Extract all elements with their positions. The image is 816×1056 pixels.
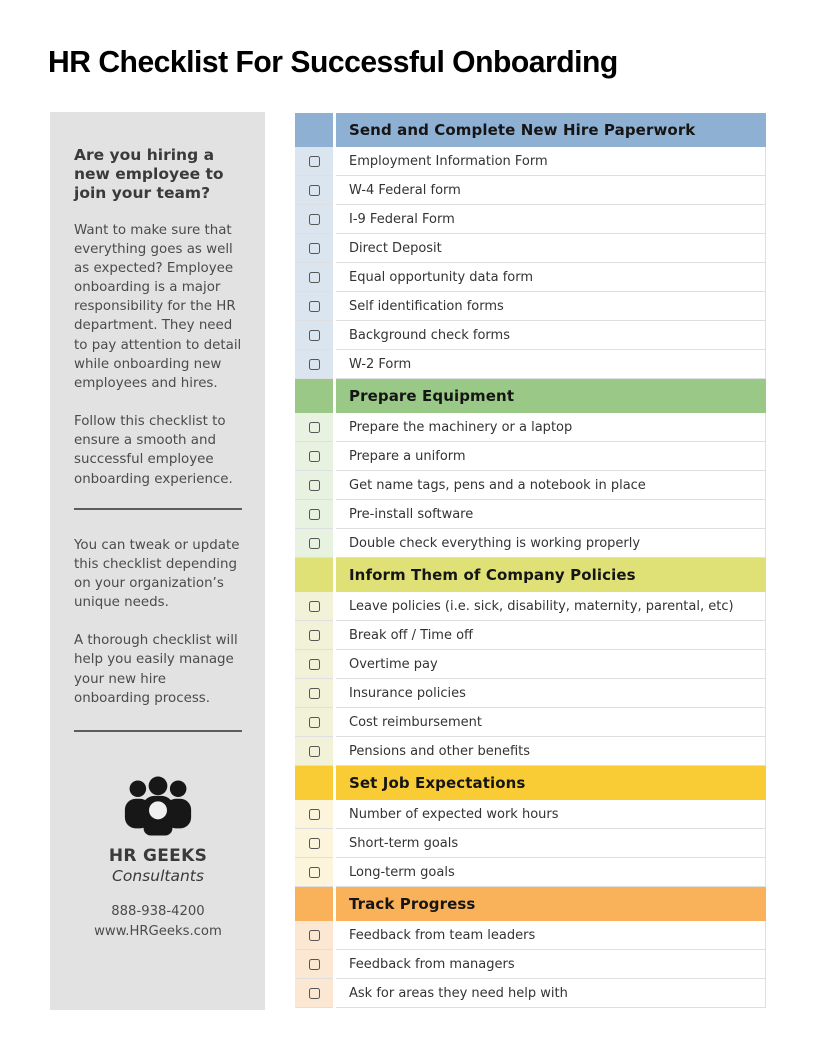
section-header-stub xyxy=(295,558,333,592)
item-label: Double check everything is working properly xyxy=(336,529,766,558)
item-row xyxy=(295,350,766,379)
item-checkbox[interactable] xyxy=(309,156,320,167)
item-label: Prepare a uniform xyxy=(336,442,766,471)
section-header xyxy=(295,379,766,413)
section-header-label: Send and Complete New Hire Paperwork xyxy=(336,113,766,147)
item-checkbox[interactable] xyxy=(309,480,320,491)
item-row xyxy=(295,321,766,350)
item-row xyxy=(295,800,766,829)
item-row xyxy=(295,979,766,1008)
section-header xyxy=(295,558,766,592)
people-group-icon xyxy=(122,776,194,840)
item-label: Ask for areas they need help with xyxy=(336,979,766,1008)
item-label: Cost reimbursement xyxy=(336,708,766,737)
page-title: HR Checklist For Successful Onboarding xyxy=(48,44,618,79)
item-checkbox[interactable] xyxy=(309,243,320,254)
item-row xyxy=(295,147,766,176)
item-checkbox[interactable] xyxy=(309,717,320,728)
item-row xyxy=(295,205,766,234)
brand-tagline: Consultants xyxy=(112,866,204,885)
brand-name: HR GEEKS xyxy=(108,845,208,866)
checkbox-cell xyxy=(295,292,333,321)
checkbox-cell xyxy=(295,321,333,350)
item-row xyxy=(295,234,766,263)
checkbox-cell xyxy=(295,471,333,500)
item-label: Self identification forms xyxy=(336,292,766,321)
item-row xyxy=(295,292,766,321)
section-header xyxy=(295,113,766,147)
item-checkbox[interactable] xyxy=(309,688,320,699)
item-label: Pre-install software xyxy=(336,500,766,529)
checklist xyxy=(295,113,766,1008)
item-checkbox[interactable] xyxy=(309,959,320,970)
item-label: Feedback from managers xyxy=(336,950,766,979)
brand-phone: 888-938-4200 xyxy=(111,903,205,919)
section-header-stub xyxy=(295,887,333,921)
checkbox-cell xyxy=(295,650,333,679)
section-header-label: Track Progress xyxy=(336,887,766,921)
item-checkbox[interactable] xyxy=(309,509,320,520)
item-checkbox[interactable] xyxy=(309,272,320,283)
item-checkbox[interactable] xyxy=(309,838,320,849)
item-label: Get name tags, pens and a notebook in place xyxy=(336,471,766,500)
checkbox-cell xyxy=(295,176,333,205)
item-label: Leave policies (i.e. sick, disability, maternity, parental, etc) xyxy=(336,592,766,621)
item-row xyxy=(295,529,766,558)
sidebar-divider xyxy=(74,508,242,510)
item-label: Long-term goals xyxy=(336,858,766,887)
item-checkbox[interactable] xyxy=(309,359,320,370)
item-row xyxy=(295,829,766,858)
item-label: Number of expected work hours xyxy=(336,800,766,829)
item-row xyxy=(295,858,766,887)
brand-block xyxy=(74,776,242,943)
item-label: Break off / Time off xyxy=(336,621,766,650)
checkbox-cell xyxy=(295,829,333,858)
item-label: Prepare the machinery or a laptop xyxy=(336,413,766,442)
item-label: I-9 Federal Form xyxy=(336,205,766,234)
sidebar-paragraph: Follow this checklist to ensure a smooth and successful employee onboarding experience. xyxy=(74,414,233,487)
checkbox-cell xyxy=(295,205,333,234)
checkbox-cell xyxy=(295,529,333,558)
item-checkbox[interactable] xyxy=(309,930,320,941)
checkbox-cell xyxy=(295,500,333,529)
item-label: Equal opportunity data form xyxy=(336,263,766,292)
item-label: W-4 Federal form xyxy=(336,176,766,205)
sidebar-paragraph: Want to make sure that everything goes as well as expected? Employee onboarding is a major responsibility for the HR department. They need to pay attention to detail while onboarding new employees and hires. xyxy=(74,222,242,391)
item-label: Overtime pay xyxy=(336,650,766,679)
checkbox-cell xyxy=(295,679,333,708)
checkbox-cell xyxy=(295,858,333,887)
item-row xyxy=(295,471,766,500)
item-checkbox[interactable] xyxy=(309,538,320,549)
item-row xyxy=(295,500,766,529)
checkbox-cell xyxy=(295,708,333,737)
item-row xyxy=(295,592,766,621)
sidebar-divider xyxy=(74,730,242,732)
checkbox-cell xyxy=(295,592,333,621)
item-row xyxy=(295,263,766,292)
section-header-stub xyxy=(295,113,333,147)
item-row xyxy=(295,708,766,737)
item-label: Background check forms xyxy=(336,321,766,350)
checkbox-cell xyxy=(295,413,333,442)
item-checkbox[interactable] xyxy=(309,630,320,641)
item-checkbox[interactable] xyxy=(309,809,320,820)
item-row xyxy=(295,650,766,679)
checkbox-cell xyxy=(295,921,333,950)
checkbox-cell xyxy=(295,950,333,979)
item-checkbox[interactable] xyxy=(309,185,320,196)
sidebar xyxy=(50,112,265,1010)
sidebar-paragraph: A thorough checklist will help you easily manage your new hire onboarding process. xyxy=(74,633,238,706)
item-row xyxy=(295,950,766,979)
item-label: Feedback from team leaders xyxy=(336,921,766,950)
item-label: Employment Information Form xyxy=(336,147,766,176)
item-row xyxy=(295,679,766,708)
section-header-label: Prepare Equipment xyxy=(336,379,766,413)
checkbox-cell xyxy=(295,800,333,829)
item-row xyxy=(295,737,766,766)
brand-website: www.HRGeeks.com xyxy=(94,924,222,940)
checkbox-cell xyxy=(295,442,333,471)
checkbox-cell xyxy=(295,263,333,292)
item-label: W-2 Form xyxy=(336,350,766,379)
item-row xyxy=(295,442,766,471)
item-checkbox[interactable] xyxy=(309,988,320,999)
checkbox-cell xyxy=(295,147,333,176)
checkbox-cell xyxy=(295,350,333,379)
item-label: Insurance policies xyxy=(336,679,766,708)
section-header-stub xyxy=(295,379,333,413)
sidebar-heading: Are you hiring a new employee to join your team? xyxy=(74,146,224,203)
checkbox-cell xyxy=(295,979,333,1008)
item-checkbox[interactable] xyxy=(309,867,320,878)
item-checkbox[interactable] xyxy=(309,422,320,433)
item-checkbox[interactable] xyxy=(309,451,320,462)
sidebar-paragraph: You can tweak or update this checklist depending on your organization’s unique needs. xyxy=(74,537,240,611)
section-header-label: Inform Them of Company Policies xyxy=(336,558,766,592)
item-row xyxy=(295,621,766,650)
checkbox-cell xyxy=(295,621,333,650)
item-label: Pensions and other benefits xyxy=(336,737,766,766)
checkbox-cell xyxy=(295,234,333,263)
item-checkbox[interactable] xyxy=(309,214,320,225)
item-row xyxy=(295,921,766,950)
item-checkbox[interactable] xyxy=(309,301,320,312)
section-header-stub xyxy=(295,766,333,800)
section-header xyxy=(295,766,766,800)
section-header xyxy=(295,887,766,921)
item-row xyxy=(295,413,766,442)
item-row xyxy=(295,176,766,205)
item-label: Direct Deposit xyxy=(336,234,766,263)
section-header-label: Set Job Expectations xyxy=(336,766,766,800)
item-checkbox[interactable] xyxy=(309,601,320,612)
item-checkbox[interactable] xyxy=(309,746,320,757)
item-checkbox[interactable] xyxy=(309,659,320,670)
item-checkbox[interactable] xyxy=(309,330,320,341)
checkbox-cell xyxy=(295,737,333,766)
item-label: Short-term goals xyxy=(336,829,766,858)
